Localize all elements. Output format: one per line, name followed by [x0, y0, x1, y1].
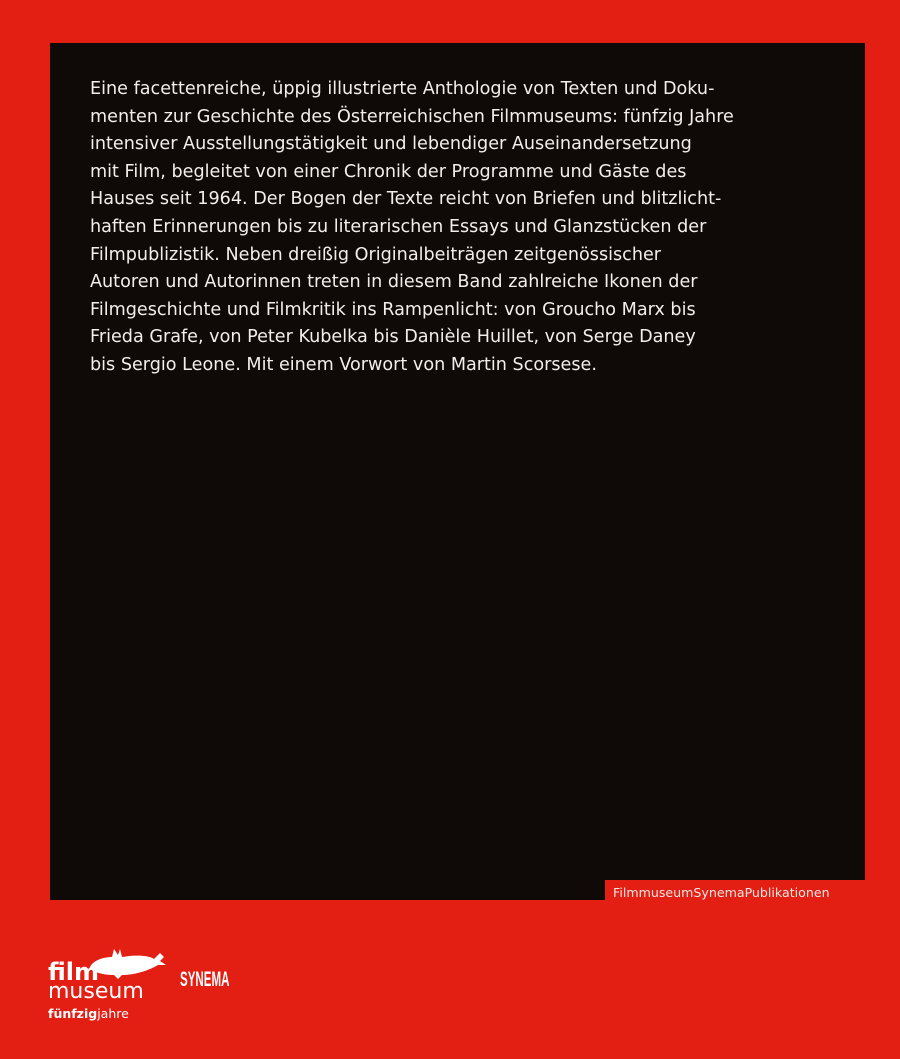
logo-jahre: jahre: [97, 1006, 129, 1021]
synema-logo: SYNEMA: [180, 968, 230, 991]
blurb-line: haften Erinnerungen bis zu literarischen Essays und Glanzstücken der: [90, 216, 707, 237]
blurb-line: Autoren und Autorinnen treten in diesem Band zahlreiche Ikonen der: [90, 272, 698, 293]
blurb-line: Hauses seit 1964. Der Bogen der Texte reicht von Briefen und blitzlicht-: [90, 189, 722, 210]
logo-fuenfzig-jahre: [48, 1006, 129, 1021]
blurb-line: Eine facettenreiche, üppig illustrierte Anthologie von Texten und Doku-: [90, 79, 715, 99]
logo-fuenfzig: fünfzig: [48, 1006, 98, 1021]
series-label: FilmmuseumSynemaPublikationen: [605, 880, 865, 906]
blurb-line: menten zur Geschichte des Österreichischen Filmmuseums: fünfzig Jahre: [90, 106, 734, 127]
blurb-line: Frieda Grafe, von Peter Kubelka bis Danièle Huillet, von Serge Daney: [90, 327, 696, 348]
blurb-line: Filmpublizistik. Neben dreißig Originalbeiträgen zeitgenössischer: [90, 244, 662, 265]
blurb-line: intensiver Ausstellungstätigkeit und lebendiger Auseinandersetzung: [90, 134, 692, 155]
logo-museum: museum: [48, 979, 144, 1004]
blurb-line: bis Sergio Leone. Mit einem Vorwort von Martin Scorsese.: [90, 354, 597, 375]
blurb-text: [90, 76, 734, 380]
cover-text-panel: [50, 43, 865, 900]
blurb-line: Filmgeschichte und Filmkritik ins Rampenlicht: von Groucho Marx bis: [90, 299, 696, 320]
blurb-line: mit Film, begleitet von einer Chronik der Programme und Gäste des: [90, 161, 687, 182]
logo-film: film: [48, 958, 100, 986]
